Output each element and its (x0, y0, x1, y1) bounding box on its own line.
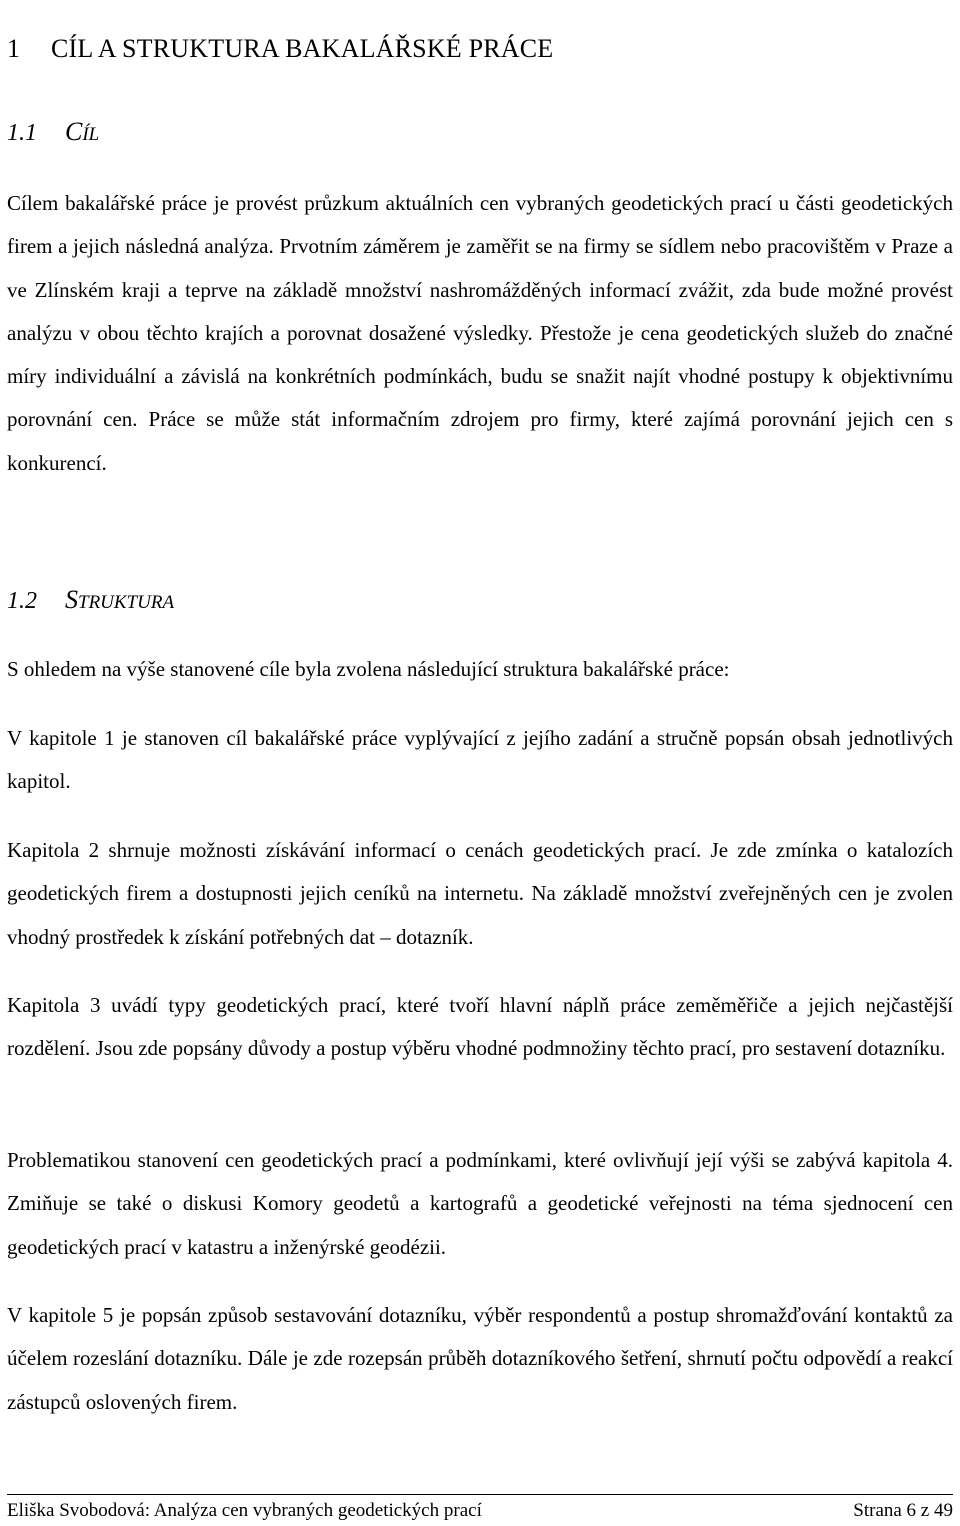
paragraph-structure-intro: S ohledem na výše stanovené cíle byla zvolena následující struktura bakalářské práce: (7, 657, 730, 681)
footer-author-title: Eliška Svobodová: Analýza cen vybraných geodetických prací (7, 1500, 482, 1521)
section-heading-struktura (7, 585, 174, 615)
section-title-rest: TRUKTURA (78, 592, 175, 613)
section-number: 1.1 (7, 120, 37, 146)
paragraph-chapter-4: Problematikou stanovení cen geodetických prací a podmínkami, které ovlivňují její výši se zabývá kapitola 4. Zmiňuje se také o diskusi Komory geodetů a kartografů a geodetické veřejnosti na téma sjednocení cen geodetických prací v katastru a inženýrské geodézii. (7, 1148, 953, 1259)
section-title-initial: C (65, 117, 83, 146)
paragraph-chapter-1: V kapitole 1 je stanoven cíl bakalářské práce vyplývající z jejího zadání a stručně popsán obsah jednotlivých kapitol. (7, 726, 953, 794)
paragraph-chapter-5: V kapitole 5 je popsán způsob sestavování dotazníku, výběr respondentů a postup shromažďování kontaktů za účelem rozeslání dotazníku. Dále je zde rozepsán průběh dotazníkového šetření, shrnutí počtu odpovědí a reakcí zástupců oslovených firem. (7, 1303, 953, 1414)
section-heading-cil (7, 117, 99, 147)
page-footer (7, 1500, 953, 1522)
footer-page-number: Strana 6 z 49 (853, 1500, 953, 1521)
chapter-heading (7, 34, 553, 64)
paragraph-chapter-3: Kapitola 3 uvádí typy geodetických prací, které tvoří hlavní náplň práce zeměměřiče a jejich nejčastější rozdělení. Jsou zde popsány důvody a postup výběru vhodné podmnožiny těchto prací, pro sestavení dotazníku. (7, 993, 953, 1061)
paragraph-chapter-2: Kapitola 2 shrnuje možnosti získávání informací o cenách geodetických prací. Je zde zmínka o katalozích geodetických firem a dostupnosti jejich ceníků na internetu. Na základě množství zveřejněných cen je zvolen vhodný prostředek k získání potřebných dat – dotazník. (7, 838, 953, 949)
section-number: 1.2 (7, 588, 37, 614)
footer-divider (7, 1494, 953, 1495)
chapter-title: CÍL A STRUKTURA BAKALÁŘSKÉ PRÁCE (51, 34, 554, 63)
section-title-initial: S (65, 585, 78, 614)
chapter-number: 1 (7, 34, 21, 63)
section-title-rest: ÍL (82, 124, 100, 145)
paragraph-goal: Cílem bakalářské práce je provést průzkum aktuálních cen vybraných geodetických prací u části geodetických firem a jejich následná analýza. Prvotním záměrem je zaměřit se na firmy se sídlem nebo pracovištěm v Praze a ve Zlínském kraji a teprve na základě množství nashromážděných informací zvážit, zda bude možné provést analýzu v obou těchto krajích a porovnat dosažené výsledky. Přestože je cena geodetických služeb do značné míry individuální a závislá na konkrétních podmínkách, budu se snažit najít vhodné postupy k objektivnímu porovnání cen. Práce se může stát informačním zdrojem pro firmy, které zajímá porovnání jejich cen s konkurencí. (7, 191, 953, 475)
